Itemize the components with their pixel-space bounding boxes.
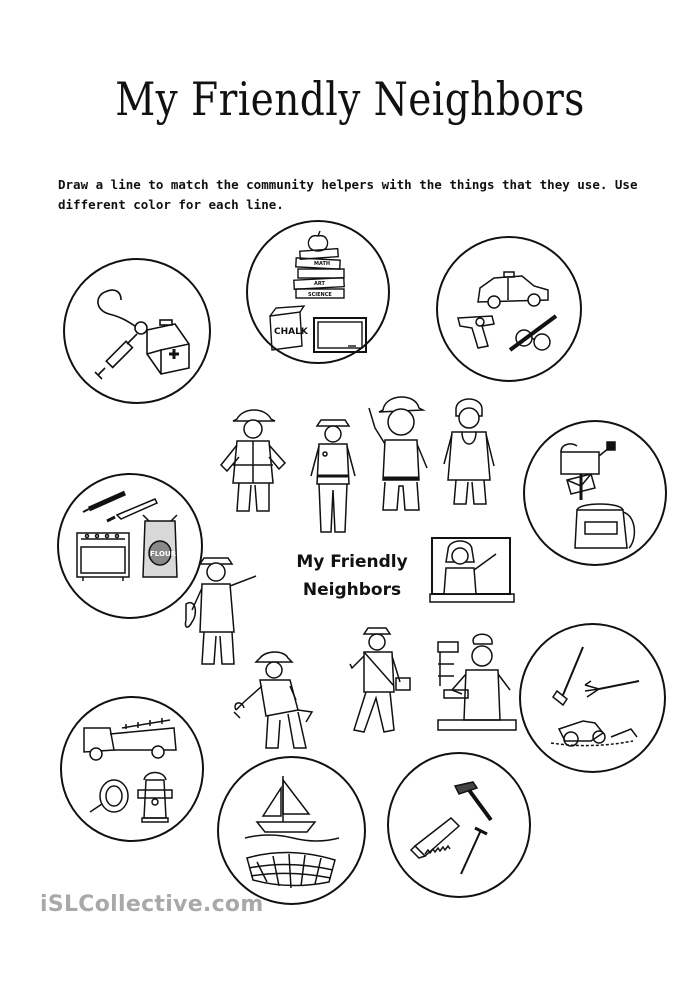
revolver-icon	[458, 316, 494, 348]
pitchfork-icon	[585, 681, 639, 697]
syringe-icon	[95, 334, 137, 379]
chalk-box-icon	[270, 306, 309, 350]
apple-icon	[308, 231, 327, 251]
circle-fisherman-tools[interactable]	[217, 756, 366, 905]
saw-icon	[411, 818, 459, 858]
first-aid-kit-icon	[147, 320, 189, 374]
hammer-icon	[455, 782, 491, 820]
stethoscope-icon	[98, 290, 147, 334]
circle-police-tools[interactable]	[436, 236, 582, 382]
mail-bag-icon	[575, 504, 634, 548]
helper-police-officer[interactable]	[303, 410, 363, 540]
instructions-text: Draw a line to match the community helpers with the things that they use. Use different color for each line.	[58, 177, 638, 212]
book-label-math: MATH	[314, 261, 331, 267]
book-label-art: ART	[314, 281, 325, 287]
helper-handyman[interactable]	[365, 388, 439, 518]
watermark-logo: iSLCollective.com	[40, 892, 264, 917]
helper-farmer[interactable]	[230, 650, 330, 756]
chalkboard-icon	[314, 318, 366, 352]
circle-doctor-tools[interactable]	[63, 258, 211, 404]
circle-farmer-tools[interactable]	[519, 623, 666, 773]
circle-mail-carrier-tools[interactable]	[523, 420, 667, 566]
fire-hydrant-icon	[138, 773, 172, 823]
center-title	[282, 548, 422, 604]
flour-label: FLOUR	[150, 550, 177, 558]
worksheet-title: My Friendly Neighbors	[115, 72, 585, 126]
oven-icon	[77, 533, 129, 581]
nail-icon	[461, 828, 487, 874]
helper-teacher[interactable]	[428, 532, 518, 606]
sailboat-icon	[245, 776, 339, 841]
helper-mail-carrier[interactable]	[340, 622, 414, 738]
chalk-label: CHALK	[274, 327, 308, 337]
tractor-icon	[551, 721, 637, 746]
books-icon	[294, 249, 344, 298]
hose-reel-icon	[90, 780, 128, 812]
fishing-net-icon	[247, 852, 335, 888]
helper-firefighter[interactable]	[213, 405, 293, 519]
center-title-line1: My Friendly	[296, 552, 408, 572]
fire-truck-icon	[84, 718, 176, 760]
circle-teacher-tools[interactable]	[246, 220, 390, 364]
rolling-pin-icon	[83, 493, 125, 512]
circle-carpenter-tools[interactable]	[387, 752, 531, 898]
book-label-science: SCIENCE	[308, 292, 332, 298]
hoe-icon	[553, 647, 583, 705]
flour-sack-icon	[143, 515, 177, 577]
helper-baker[interactable]	[434, 630, 520, 734]
mailbox-icon	[561, 442, 615, 500]
circle-firefighter-tools[interactable]	[60, 696, 204, 842]
police-car-icon	[478, 272, 548, 308]
knife-icon	[107, 499, 157, 521]
center-title-line2: Neighbors	[302, 580, 402, 600]
helper-doctor[interactable]	[438, 394, 500, 512]
